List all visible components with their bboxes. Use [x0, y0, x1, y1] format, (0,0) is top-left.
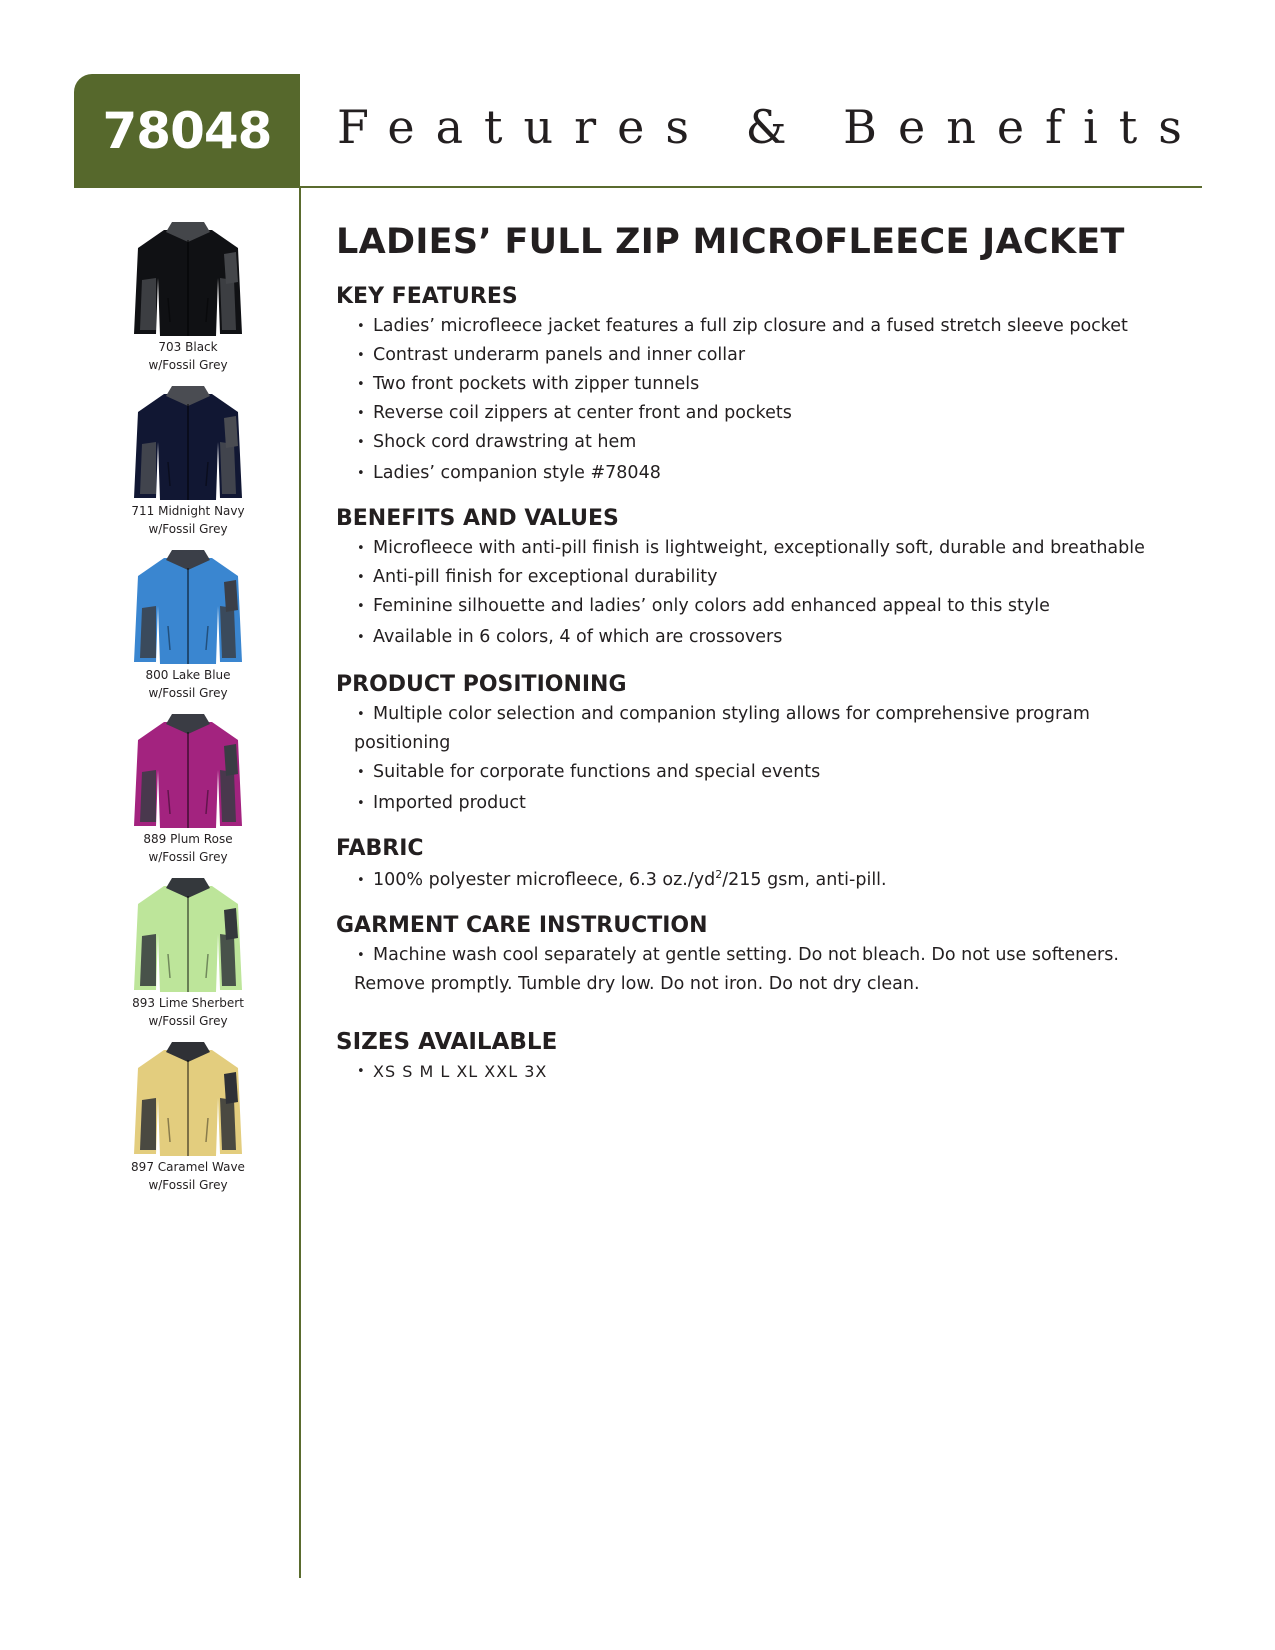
- fabric-list: [336, 866, 1196, 895]
- positioning-list: [336, 700, 1196, 818]
- style-number: 78048: [102, 102, 272, 160]
- swatch-trim: w/Fossil Grey: [148, 850, 228, 864]
- list-item: • Suitable for corporate functions and special events: [336, 758, 1196, 787]
- sizes-heading: SIZES AVAILABLE: [336, 1029, 558, 1055]
- color-swatch: [118, 1038, 258, 1194]
- list-item: • Shock cord drawstring at hem: [336, 428, 1196, 457]
- jacket-image: [128, 710, 248, 830]
- jacket-image: [128, 874, 248, 994]
- list-item: • Two front pockets with zipper tunnels: [336, 370, 1196, 399]
- swatch-color-name: 800 Lake Blue: [145, 668, 231, 682]
- list-item: • Reverse coil zippers at center front and pockets: [336, 399, 1196, 428]
- list-item: • XS S M L XL XXL 3X: [336, 1057, 1196, 1086]
- key-features-list: [336, 312, 1196, 488]
- color-swatch: [118, 546, 258, 702]
- swatch-trim: w/Fossil Grey: [148, 522, 228, 536]
- key-features-heading: KEY FEATURES: [336, 284, 518, 309]
- fabric-text-end: /215 gsm, anti-pill.: [722, 870, 887, 890]
- swatch-trim: w/Fossil Grey: [148, 358, 228, 372]
- sidebar-divider: [299, 186, 301, 1578]
- list-item: [336, 866, 1196, 895]
- benefits-heading: BENEFITS AND VALUES: [336, 506, 619, 531]
- page-title: Features & Benefits: [337, 100, 1203, 154]
- care-heading: GARMENT CARE INSTRUCTION: [336, 913, 708, 938]
- color-swatch: [118, 382, 258, 538]
- jacket-image: [128, 1038, 248, 1158]
- sizes-list: [336, 1057, 1196, 1086]
- swatch-color-name: 711 Midnight Navy: [131, 504, 245, 518]
- swatch-color-name: 897 Caramel Wave: [131, 1160, 245, 1174]
- list-item: • Imported product: [336, 789, 1196, 818]
- swatch-color-name: 893 Lime Sherbert: [132, 996, 244, 1010]
- positioning-heading: PRODUCT POSITIONING: [336, 672, 627, 697]
- care-list: [336, 941, 1196, 999]
- swatch-color-name: 703 Black: [158, 340, 218, 354]
- swatch-trim: w/Fossil Grey: [148, 1014, 228, 1028]
- care-text: Machine wash cool separately at gentle setting. Do not bleach. Do not use softeners.: [373, 945, 1119, 965]
- jacket-image: [128, 546, 248, 666]
- fabric-text: 100% polyester microfleece, 6.3 oz./yd: [373, 870, 716, 890]
- header-divider: [300, 186, 1202, 188]
- care-text-cont: Remove promptly. Tumble dry low. Do not iron. Do not dry clean.: [354, 974, 920, 994]
- fabric-heading: FABRIC: [336, 836, 424, 861]
- swatch-color-name: 889 Plum Rose: [143, 832, 233, 846]
- product-title: LADIES’ FULL ZIP MICROFLEECE JACKET: [336, 222, 1125, 262]
- list-item: • Contrast underarm panels and inner collar: [336, 341, 1196, 370]
- list-item-text-cont: positioning: [354, 733, 451, 753]
- superscript: 2: [715, 868, 723, 882]
- list-item: • Microfleece with anti-pill finish is lightweight, exceptionally soft, durable and breathable: [336, 534, 1196, 563]
- list-item: [336, 700, 1196, 758]
- color-swatch: [118, 710, 258, 866]
- list-item: • Feminine silhouette and ladies’ only colors add enhanced appeal to this style: [336, 592, 1196, 621]
- jacket-image: [128, 218, 248, 338]
- benefits-list: [336, 534, 1196, 652]
- list-item: • Ladies’ microfleece jacket features a full zip closure and a fused stretch sleeve pocket: [336, 312, 1196, 341]
- color-swatch: [118, 874, 258, 1030]
- swatch-trim: w/Fossil Grey: [148, 1178, 228, 1192]
- jacket-image: [128, 382, 248, 502]
- main-content: [336, 218, 1196, 1086]
- list-item-text: Multiple color selection and companion styling allows for comprehensive program: [373, 704, 1090, 724]
- list-item: • Ladies’ companion style #78048: [336, 459, 1196, 488]
- color-swatch: [118, 218, 258, 374]
- list-item: • Available in 6 colors, 4 of which are crossovers: [336, 623, 1196, 652]
- list-item: • Anti-pill finish for exceptional durability: [336, 563, 1196, 592]
- swatch-trim: w/Fossil Grey: [148, 686, 228, 700]
- style-number-tab: [74, 74, 300, 188]
- list-item: [336, 941, 1196, 999]
